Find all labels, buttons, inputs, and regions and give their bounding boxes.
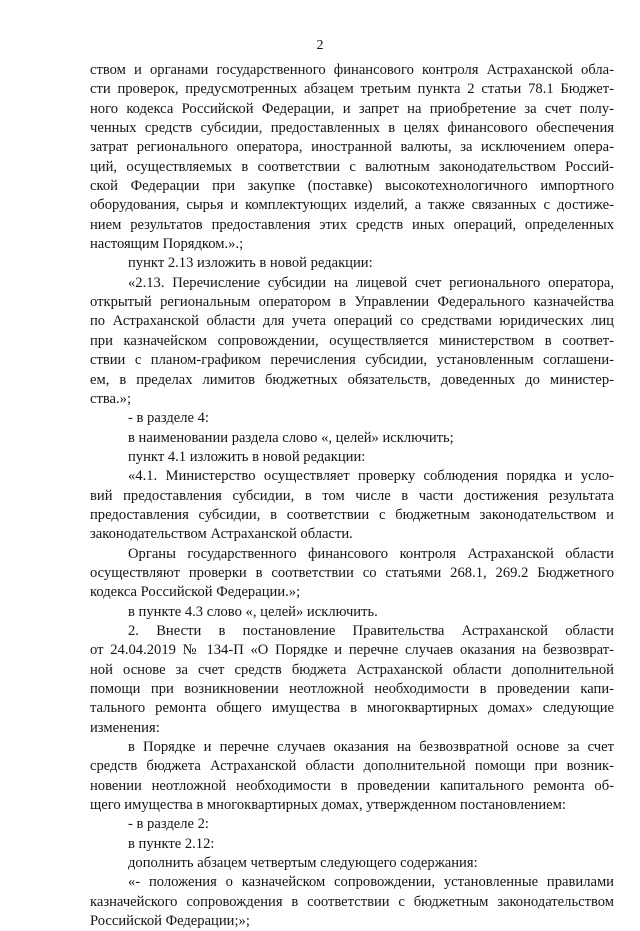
text-line: ством и органами государственного финансового контроля Астраханской обла- xyxy=(90,62,614,78)
text-line: помощи при возникновении неотложной необходимости в проведении капи- xyxy=(90,681,614,697)
text-line: Российской Федерации;»; xyxy=(90,913,250,930)
text-line: в наименовании раздела слово «, целей» исключить; xyxy=(128,429,454,446)
text-line: ного кодекса Российской Федерации, и запрет на приобретение за счет полу- xyxy=(90,100,614,117)
text-line: по Астраханской области для учета операций со средствами юридических лиц xyxy=(90,313,614,330)
text-line: «4.1. Министерство осуществляет проверку соблюдения порядка и усло- xyxy=(128,468,614,485)
page-number: 2 xyxy=(316,38,324,53)
text-line: щего имущества в многоквартирных домах, утвержденном постановлением: xyxy=(90,797,566,814)
text-line: - в разделе 4: xyxy=(128,410,209,427)
text-line: Органы государственного финансового контроля Астраханской области xyxy=(128,545,614,562)
text-line: ченных средств субсидии, предоставленных в целях финансового обеспечения xyxy=(90,120,614,137)
text-line: пункт 4.1 изложить в новой редакции: xyxy=(128,448,366,465)
text-line: ем, в пределах лимитов бюджетных обязательств, доведенных до министер- xyxy=(90,371,614,388)
text-line: сти проверок, предусмотренных абзацем третьим пункта 2 статьи 78.1 Бюджет- xyxy=(90,81,614,98)
text-line: в пункте 4.3 слово «, целей» исключить. xyxy=(128,603,378,620)
text-line: ствии с планом-графиком перечисления субсидии, установленным соглашени- xyxy=(90,352,614,369)
text-line: при казначейском сопровождении, осуществляется министерством в соответ- xyxy=(90,332,614,349)
text-line: ной основе за счет средств бюджета Астраханской области дополнительной xyxy=(90,661,614,678)
text-line: осуществляют проверки в соответствии со статьями 268.1, 269.2 Бюджетного xyxy=(90,564,614,581)
text-line: средств бюджета Астраханской области дополнительной помощи при возник- xyxy=(90,758,614,775)
text-line: вий предоставления субсидии, в том числе в части достижения результата xyxy=(90,487,614,504)
text-line: кодекса Российской Федерации.»; xyxy=(90,584,301,601)
text-line: ской Федерации при закупке (поставке) высокотехнологичного импортного xyxy=(90,178,614,195)
text-line: открытый региональным оператором в Управлении Федерального казначейства xyxy=(90,294,614,311)
text-line: предоставления субсидии, в соответствии с бюджетным законодательством и xyxy=(90,506,614,523)
text-line: пункт 2.13 изложить в новой редакции: xyxy=(128,255,373,272)
text-line: - в разделе 2: xyxy=(128,816,209,833)
text-line: затрат регионального оператора, иностранной валюты, за исключением опера- xyxy=(90,139,614,156)
text-line: законодательством Астраханской области. xyxy=(90,526,353,543)
text-line: дополнить абзацем четвертым следующего содержания: xyxy=(128,855,478,872)
text-line: оборудования, сырья и комплектующих изделий, а также связанных с достиже- xyxy=(90,197,614,214)
text-line: от 24.04.2019 № 134-П «О Порядке и перечне случаев оказания на безвозврат- xyxy=(90,642,614,659)
text-line: настоящим Порядком.».; xyxy=(90,236,244,253)
text-line: казначейского сопровождения в соответствии с бюджетным законодательством xyxy=(90,893,614,910)
text-line: тального ремонта общего имущества в многоквартирных домах» следующие xyxy=(90,700,614,717)
document-body xyxy=(90,61,614,931)
text-line: «2.13. Перечисление субсидии на лицевой счет регионального оператора, xyxy=(128,274,614,291)
text-line: «- положения о казначейском сопровождении, установленные правилами xyxy=(128,874,614,891)
text-line: в Порядке и перечне случаев оказания на безвозвратной основе за счет xyxy=(128,739,614,756)
text-line: 2. Внести в постановление Правительства Астраханской области xyxy=(128,622,614,639)
text-line: ций, осуществляемых в соответствии с валютным законодательством Россий- xyxy=(90,158,614,175)
text-line: ства.»; xyxy=(90,390,132,407)
text-line: нием результатов предоставления этих средств иных операций, определенных xyxy=(90,216,614,233)
text-line: новении неотложной необходимости в проведении капитального ремонта об- xyxy=(90,777,614,794)
text-line: изменения: xyxy=(90,719,160,736)
text-line: в пункте 2.12: xyxy=(128,835,215,852)
